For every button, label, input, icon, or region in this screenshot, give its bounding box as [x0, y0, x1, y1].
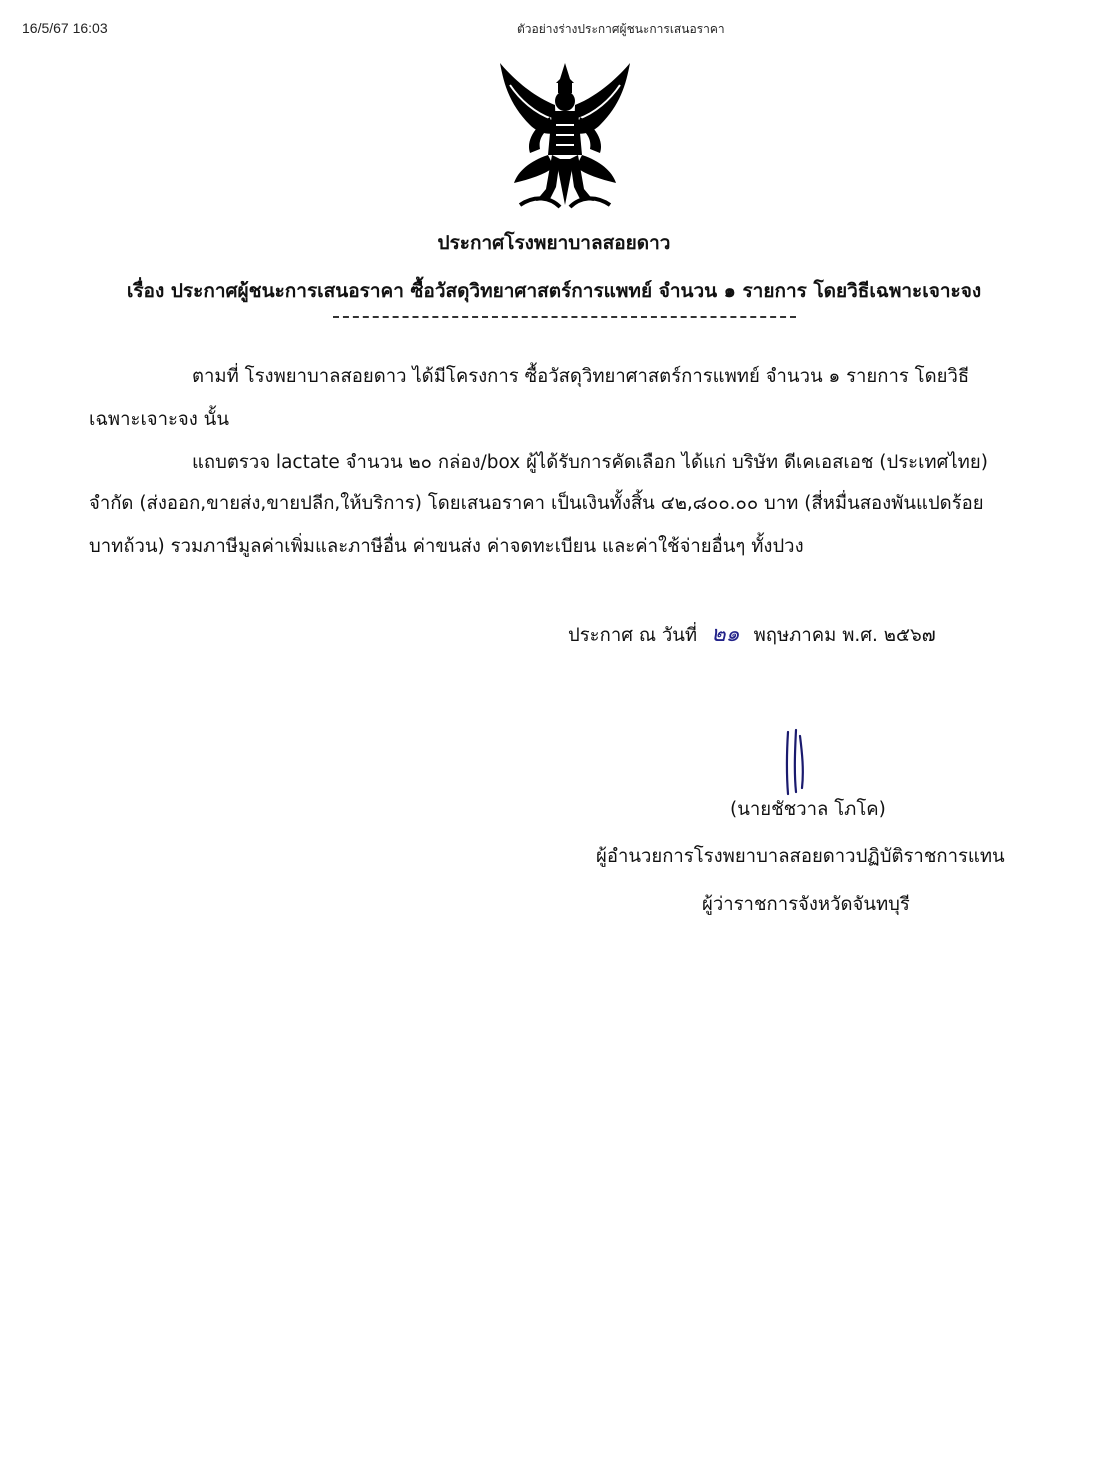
body-paragraph-2-line-2: จำกัด (ส่งออก,ขายส่ง,ขายปลีก,ให้บริการ) โดยเสนอราคา เป็นเงินทั้งสิ้น ๔๒,๘๐๐.๐๐ บาท (สี่หมื่นสองพันแปดร้อย: [89, 493, 984, 514]
date-day-handwritten: ๒๑: [711, 622, 740, 647]
body-paragraph-2-line-3: บาทถ้วน) รวมภาษีมูลค่าเพิ่มและภาษีอื่น ค่าขนส่ง ค่าจดทะเบียน และค่าใช้จ่ายอื่นๆ ทั้งปวง: [89, 536, 804, 557]
date-prefix: ประกาศ ณ วันที่: [568, 625, 698, 646]
signatory-position-line-2: ผู้ว่าราชการจังหวัดจันทบุรี: [702, 894, 910, 915]
signatory-name: (นายชัชวาล โภโค): [730, 799, 886, 820]
announcement-title: ประกาศโรงพยาบาลสอยดาว: [437, 232, 671, 254]
body-paragraph-2-line-1: แถบตรวจ lactate จำนวน ๒๐ กล่อง/box ผู้ได้รับการคัดเลือก ได้แก่ บริษัท ดีเคเอสเอช (ประเทศไทย): [192, 452, 988, 473]
body-paragraph-1-line-2: เฉพาะเจาะจง นั้น: [89, 409, 229, 430]
announcement-date: [568, 616, 936, 651]
divider-line: [333, 316, 796, 318]
print-timestamp: 16/5/67 16:03: [22, 20, 108, 36]
handwritten-signature: [772, 728, 832, 798]
document-type-label: ตัวอย่างร่างประกาศผู้ชนะการเสนอราคา: [517, 22, 725, 36]
signatory-position-line-1: ผู้อำนวยการโรงพยาบาลสอยดาวปฏิบัติราชการแทน: [596, 846, 1005, 867]
announcement-subject: เรื่อง ประกาศผู้ชนะการเสนอราคา ซื้อวัสดุวิทยาศาสตร์การแพทย์ จำนวน ๑ รายการ โดยวิธีเฉพาะเจาะจง: [126, 280, 982, 302]
date-suffix: พฤษภาคม พ.ศ. ๒๕๖๗: [753, 625, 936, 646]
garuda-emblem-icon: [490, 55, 640, 220]
body-paragraph-1-line-1: ตามที่ โรงพยาบาลสอยดาว ได้มีโครงการ ซื้อวัสดุวิทยาศาสตร์การแพทย์ จำนวน ๑ รายการ โดยวิธี: [192, 366, 970, 387]
